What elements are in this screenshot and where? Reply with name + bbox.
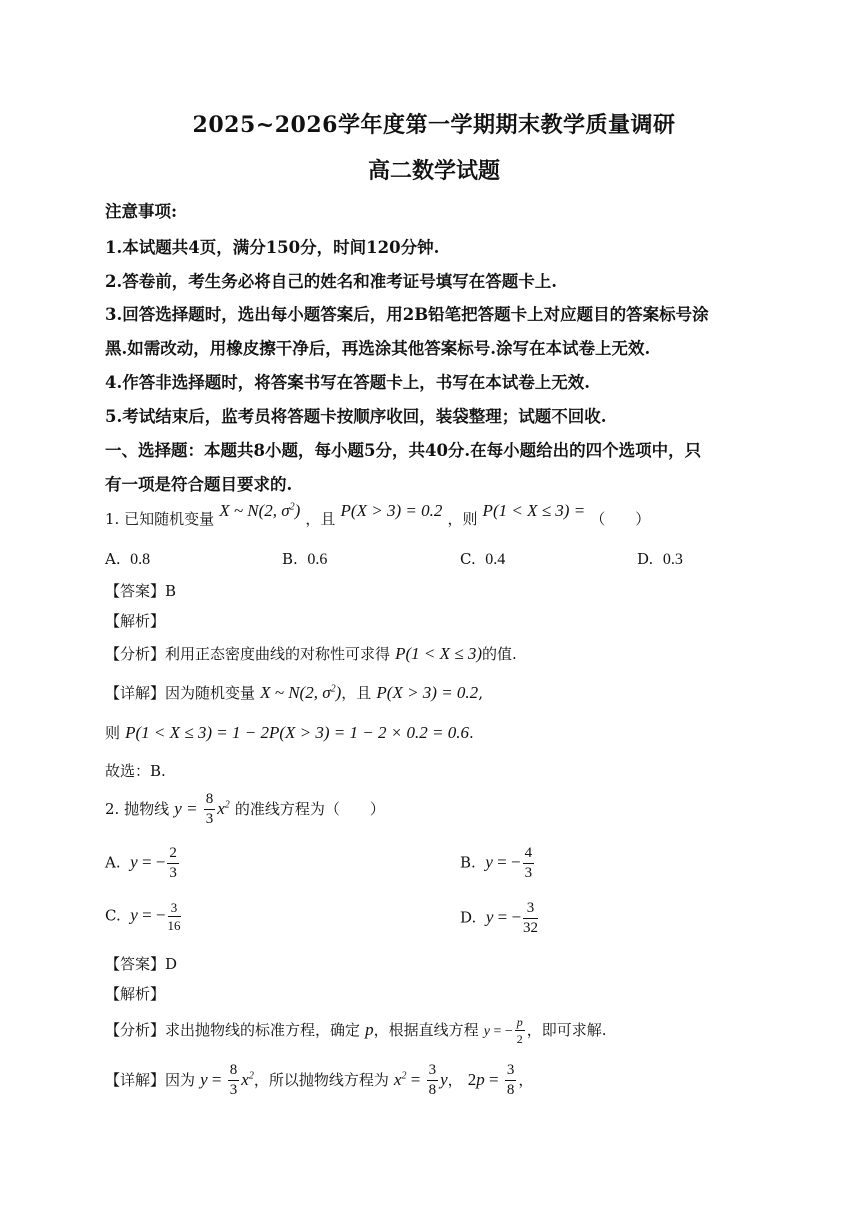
- notice-item: 4.作答非选择题时，将答案书写在答题卡上，书写在本试卷上无效.: [105, 373, 590, 392]
- exam-subtitle: 高二数学试题: [367, 158, 500, 184]
- notice-item: 2.答卷前，考生务必将自己的姓名和准考证号填写在答题卡上.: [105, 272, 557, 291]
- option-d[interactable]: D. y = − $\frac{3}{32}$: [460, 900, 539, 936]
- analysis-xiangjie: 【详解】因为 y = $\frac{8}{3}$ $x^2$，所以抛物线方程为 $x^2$ = $\frac{3}{8}$ y， 2p = $\frac{3}{8}$ ，: [105, 1062, 534, 1098]
- question-1-stem: 1. 已知随机变量 X ~ N(2, $\sigma^2$) ，且 P(X > 3) = 0.2 ，则 P(1 < X ≤ 3) = （ ）: [105, 501, 651, 528]
- option-a[interactable]: A. 0.8: [105, 550, 151, 568]
- analysis-heading: 【解析】: [105, 612, 166, 630]
- notice-item: 3.回答选择题时，选出每小题答案后，用2B铅笔把答题卡上对应题目的答案标号涂: [105, 305, 709, 324]
- analysis-fenxi: 【分析】求出抛物线的标准方程，确定 p，根据直线方程 y = − $\frac{p}{2}$ ，即可求解.: [105, 1015, 607, 1046]
- math-formula: P(X > 3) = 0.2: [340, 501, 443, 520]
- math-formula: y =: [174, 799, 202, 818]
- conclusion: 故选：B.: [105, 762, 166, 780]
- option-a[interactable]: A. y = − $\frac{2}{3}$: [105, 845, 177, 881]
- math-formula: P(1 < X ≤ 3) =: [482, 501, 586, 520]
- option-d[interactable]: D. 0.3: [637, 550, 683, 568]
- analysis-heading: 【解析】: [105, 985, 166, 1003]
- fraction: $\frac{8}{3}$: [205, 791, 214, 827]
- math-formula: X ~ N(2, $\sigma^2$): [219, 501, 301, 520]
- analysis-xiangjie: 【详解】因为随机变量 X ~ N(2, $\sigma^2$)，且 P(X > 3) = 0.2,: [105, 683, 483, 702]
- math-formula: P(1 < X ≤ 3) = 1 − 2P(X > 3) = 1 − 2 × 0.2 = 0.6: [125, 723, 469, 742]
- option-b[interactable]: B. y = − $\frac{4}{3}$: [460, 845, 533, 881]
- math-formula: X ~ N(2, $\sigma^2$): [260, 683, 342, 702]
- math-formula: P(X > 3) = 0.2: [376, 683, 479, 702]
- notice-item: 黑.如需改动，用橡皮擦干净后，再选涂其他答案标号.涂写在本试卷上无效.: [105, 339, 651, 358]
- analysis-fenxi: 【分析】利用正态密度曲线的对称性可求得 P(1 < X ≤ 3)的值.: [105, 644, 517, 663]
- option-c[interactable]: C. 0.4: [460, 550, 506, 568]
- question-2-stem: 2. 抛物线 y = $\frac{8}{3}$ $x^2$ 的准线方程为（ ）: [105, 791, 385, 827]
- exam-title: 2025~2026学年度第一学期期末教学质量调研: [192, 112, 676, 138]
- option-c[interactable]: C. y = − $\frac{3}{16}$: [105, 900, 181, 933]
- analysis-calculation: 则 P(1 < X ≤ 3) = 1 − 2P(X > 3) = 1 − 2 × 0.2 = 0.6.: [105, 723, 474, 742]
- section-heading: 一、选择题：本题共8小题，每小题5分，共40分.在每小题给出的四个选项中，只: [105, 441, 702, 460]
- notice-heading: 注意事项:: [105, 202, 178, 221]
- notice-item: 5.考试结束后，监考员将答题卡按顺序收回，装袋整理；试题不回收.: [105, 407, 607, 426]
- option-b[interactable]: B. 0.6: [282, 550, 328, 568]
- math-formula: P(1 < X ≤ 3): [395, 644, 483, 663]
- notice-item: 1.本试题共4页，满分150分，时间120分钟.: [105, 238, 440, 257]
- section-heading: 有一项是符合题目要求的.: [105, 475, 293, 494]
- answer-label: 【答案】B: [105, 582, 177, 600]
- answer-label: 【答案】D: [105, 955, 178, 973]
